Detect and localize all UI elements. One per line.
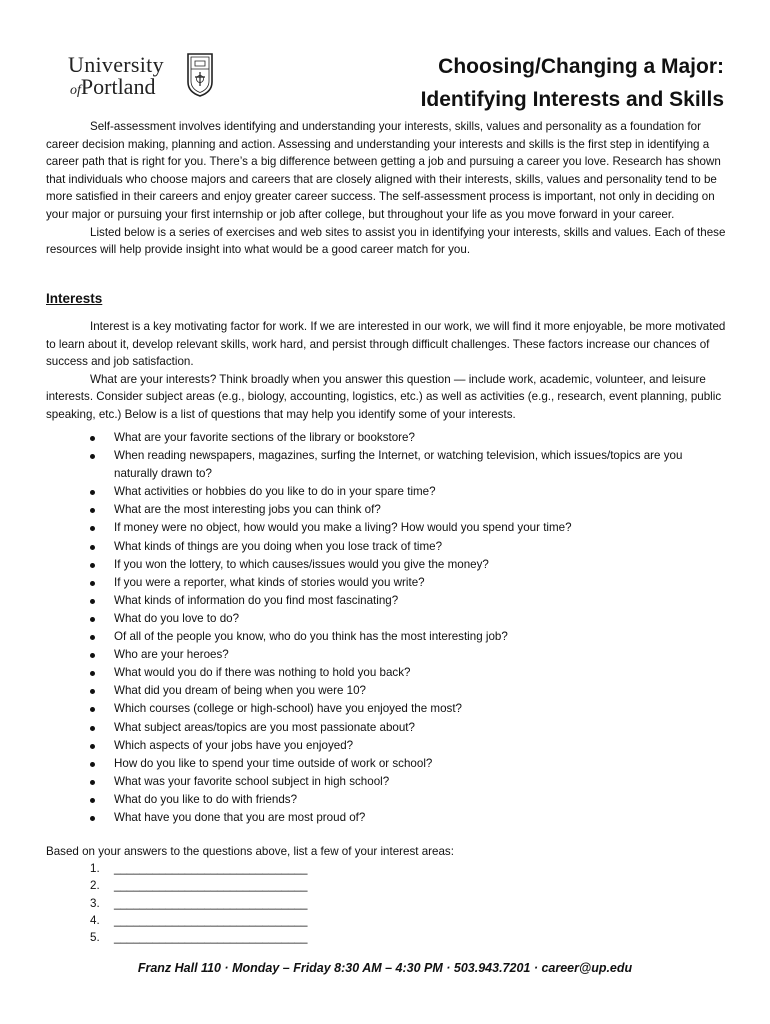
question-item: What kinds of information do you find most fascinating? [88,592,728,610]
question-item: What subject areas/topics are you most passionate about? [88,719,728,737]
blank-number: 1. [90,862,100,875]
question-item: What are the most interesting jobs you can think of? [88,501,728,519]
interest-area-blank[interactable] [88,929,307,946]
interests-paragraph-1: Interest is a key motivating factor for work. If we are interested in our work, we will find it more enjoyable, be more motivated to learn about it, develop relevant skills, work hard, and persist through difficult challenges. These factors increase our chances of success and job satisfaction. [46,320,726,369]
question-item: What have you done that you are most proud of? [88,809,728,827]
interests-text [46,318,726,424]
university-shield-icon [186,52,214,98]
question-item: Which courses (college or high-school) have you enjoyed the most? [88,700,728,718]
question-item: If you won the lottery, to which causes/issues would you give the money? [88,556,728,574]
blank-line[interactable]: ______________________________ [114,879,308,893]
logo-portland-text [70,74,155,100]
interests-paragraph-2: What are your interests? Think broadly when you answer this question — include work, academic, volunteer, and leisure interests. Consider subject areas (e.g., biology, accounting, logistics, etc.) as well as activities (e.g., research, event planning, public speaking, etc.) Below is a list of questions that may help you identify some of your interests. [46,372,722,421]
question-item: When reading newspapers, magazines, surfing the Internet, or watching television, which issues/topics are you naturally drawn to? [88,447,728,483]
question-item: What do you like to do with friends? [88,791,728,809]
interests-heading: Interests [46,291,103,306]
blank-line[interactable]: ______________________________ [114,913,308,927]
blank-line[interactable]: ______________________________ [114,896,308,910]
question-item: How do you like to spend your time outside of work or school? [88,755,728,773]
question-item: What kinds of things are you doing when you lose track of time? [88,538,728,556]
intro-paragraph-2: Listed below is a series of exercises and web sites to assist you in identifying your interests, skills and values. Each of these resources will help provide insight into what would be a good career match for you. [46,225,726,257]
question-item: What would you do if there was nothing to hold you back? [88,664,728,682]
question-item: If you were a reporter, what kinds of stories would you write? [88,574,728,592]
question-item: What activities or hobbies do you like to do in your spare time? [88,483,728,501]
question-item: What are your favorite sections of the library or bookstore? [88,429,728,447]
question-item: Who are your heroes? [88,646,728,664]
logo-university-text: University [68,52,164,77]
interest-areas-prompt: Based on your answers to the questions above, list a few of your interest areas: [46,845,454,858]
title-line-1: Choosing/Changing a Major: [438,55,724,78]
interest-area-blank[interactable] [88,895,307,912]
intro-paragraph-1: Self-assessment involves identifying and understanding your interests, skills, values and personality as a foundation for career decision making, planning and action. Assessing and understanding your interests and skills is the first step in identifying a career path that is right for you. There’s a big difference between getting a job and pursuing a career you love. Research has shown that individuals who choose majors and careers that are closely aligned with their interests, skills, values and personality tend to be more satisfied in their careers and enjoy greater career success. The self-assessment process is important, not only in deciding on your major or pursuing your first internship or job after college, but throughout your life as you move forward in your career. [46,120,721,221]
interest-questions-list [88,429,728,827]
interest-area-blank[interactable] [88,877,307,894]
question-item: If money were no object, how would you make a living? How would you spend your time? [88,519,728,537]
intro-section [46,118,726,259]
blank-number: 4. [90,913,100,927]
question-item: What did you dream of being when you were 10? [88,682,728,700]
interest-area-blank[interactable] [88,912,307,929]
question-item: What was your favorite school subject in high school? [88,773,728,791]
footer-contact: Franz Hall 110 · Monday – Friday 8:30 AM – 4:30 PM · 503.943.7201 · career@up.edu [137,961,633,975]
logo-portland-word: Portland [80,74,156,99]
blank-number: 3. [90,896,100,910]
question-item: Which aspects of your jobs have you enjoyed? [88,737,728,755]
title-line-2: Identifying Interests and Skills [420,88,724,111]
question-item: What do you love to do? [88,610,728,628]
question-item: Of all of the people you know, who do you think has the most interesting job? [88,628,728,646]
interest-areas-list [88,860,307,946]
blank-line[interactable]: ______________________________ [114,931,308,945]
page-title [421,50,724,116]
blank-number: 2. [90,879,100,893]
logo-of-text: of [70,83,81,98]
university-logo [68,52,218,102]
interest-area-blank[interactable] [88,860,307,877]
blank-line[interactable]: ______________________________ [114,862,308,875]
blank-number: 5. [90,931,100,945]
